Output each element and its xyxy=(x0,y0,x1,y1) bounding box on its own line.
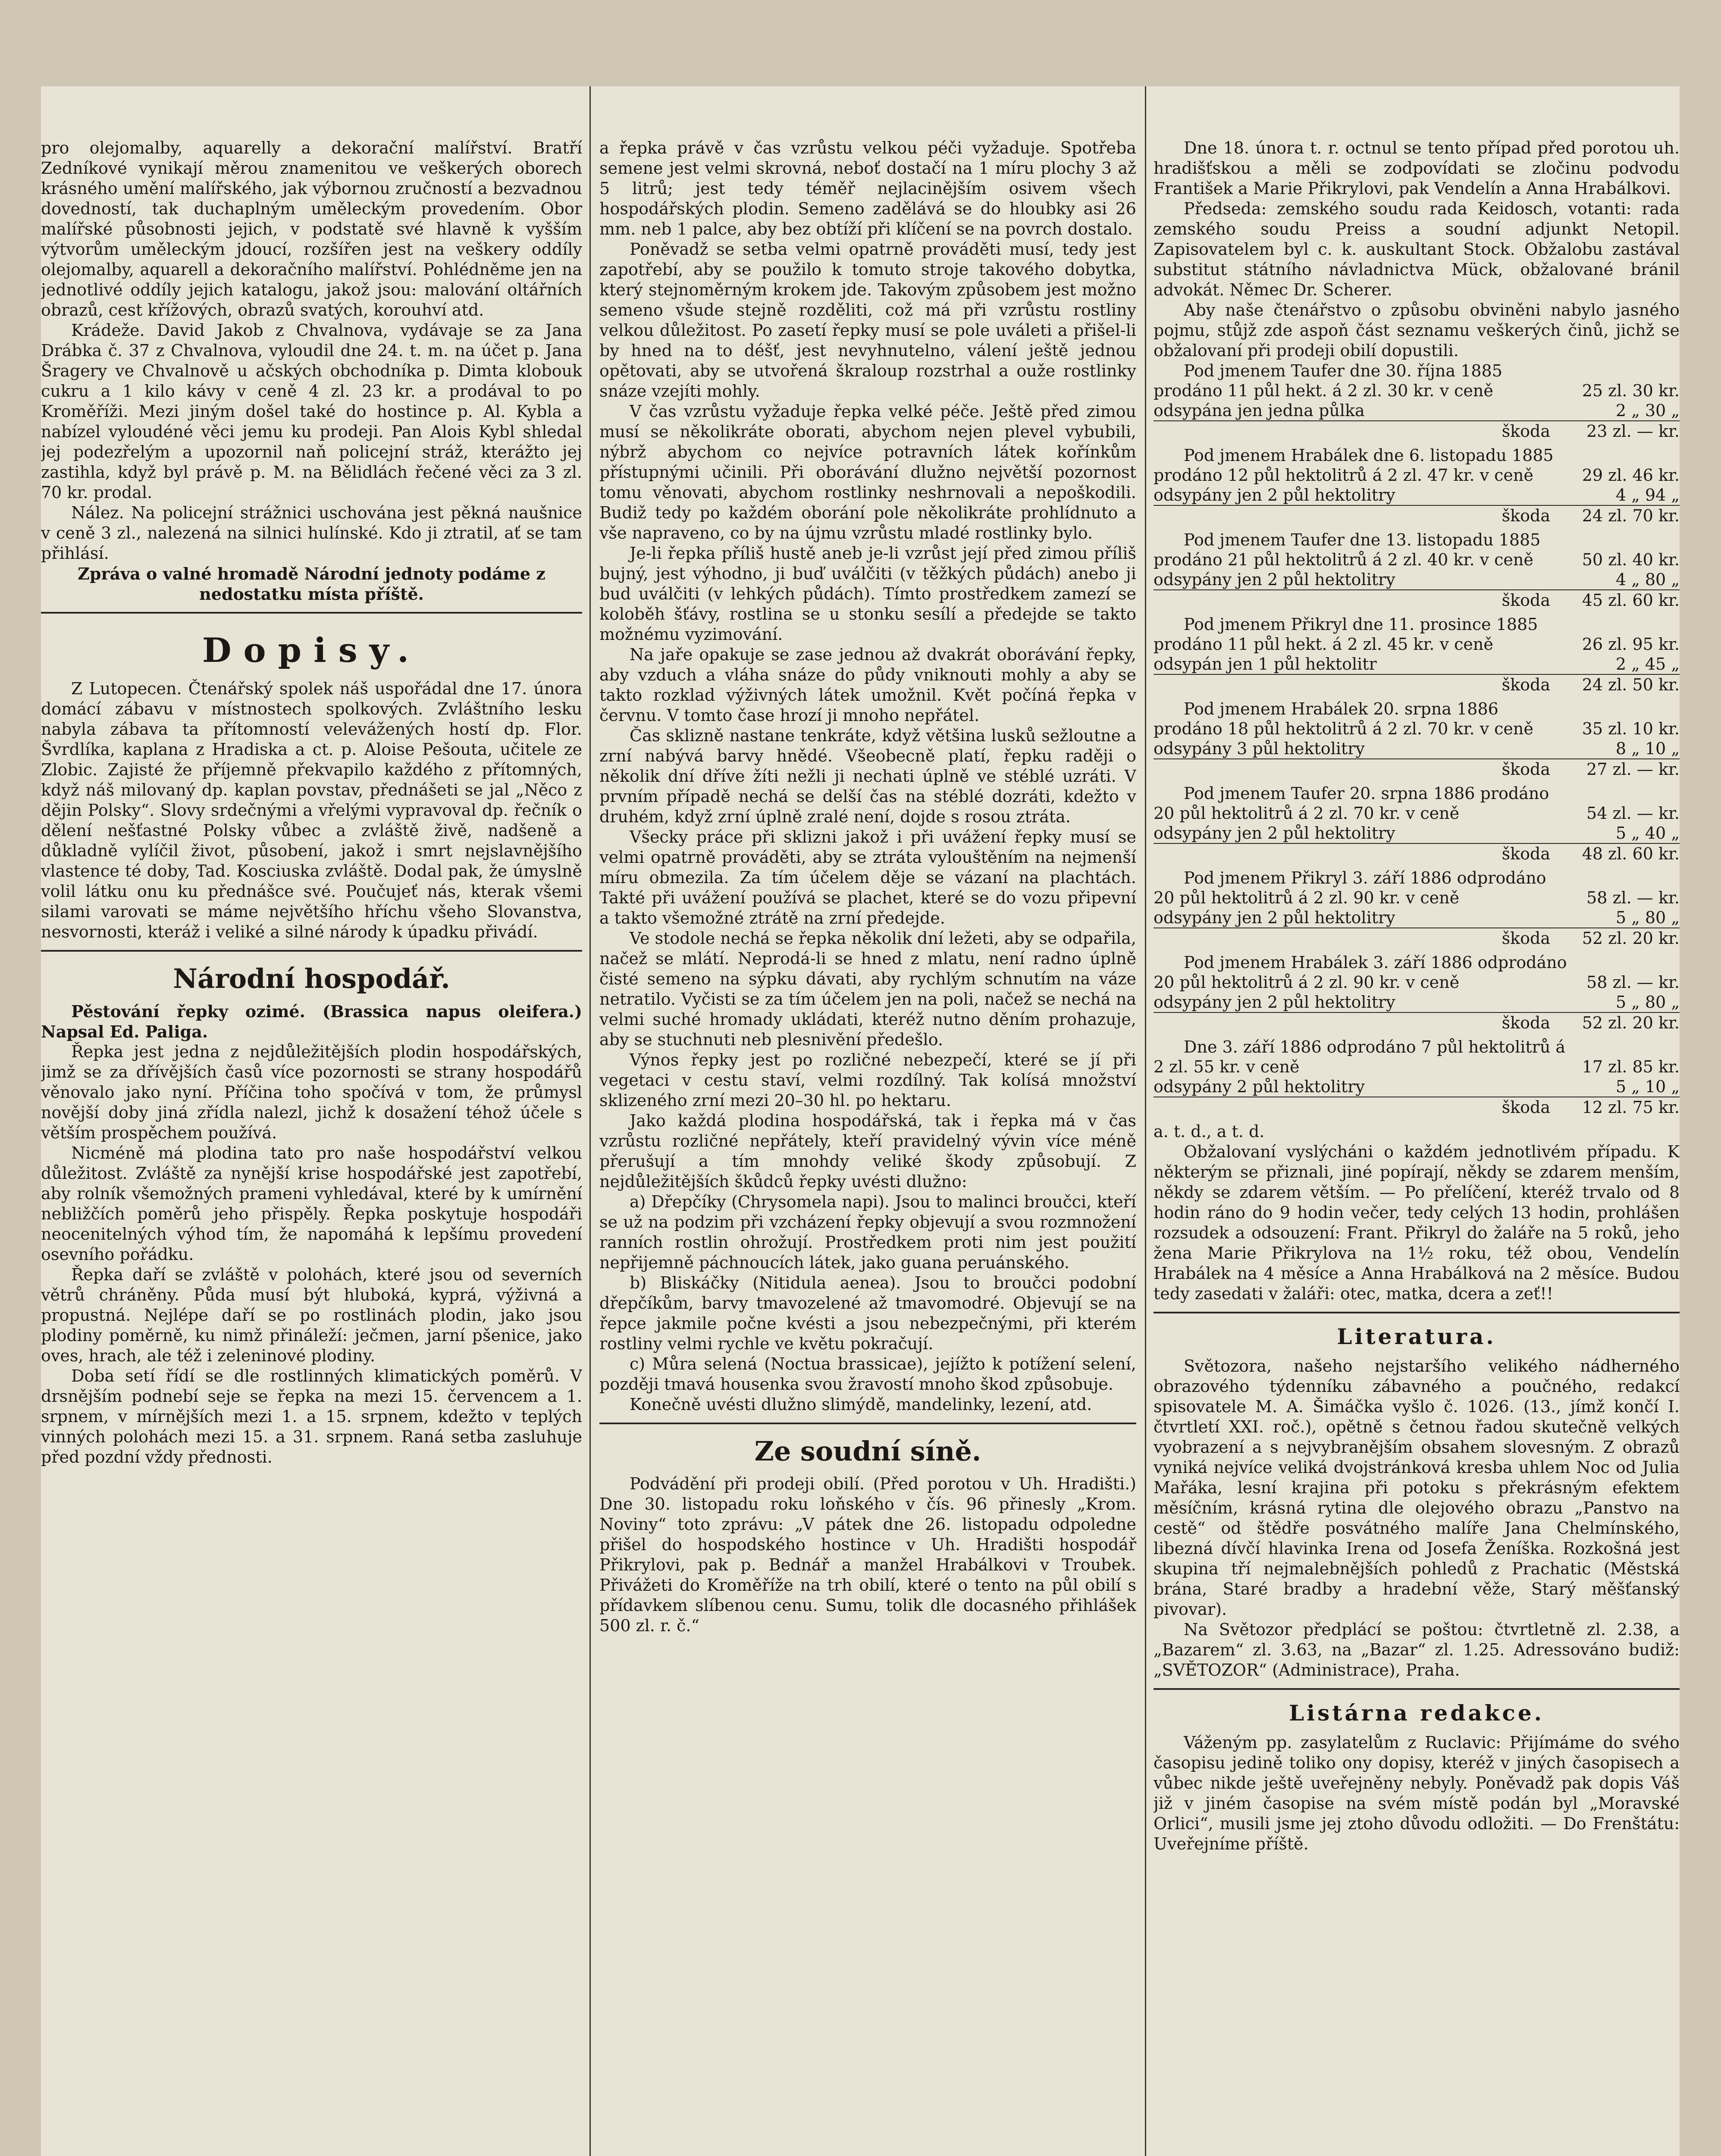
article-repka-cont-12: b) Bliskáčky (Nitidula aenea). Jsou to broučci podobní dřepčíkům, barvy tmavozelené až tmavomodré. Objevují se na řepce jakmile počne kvésti a jsou nebezpečnými, při kterém rostliny velmi rychle ve květu pokračují. xyxy=(599,1273,1136,1353)
account-amount: 58 zl. — kr. xyxy=(1586,973,1680,992)
account-line-amount: 5 „ 40 „ xyxy=(1567,823,1680,843)
account-line-label: odsypány jen 2 půl hektolitry xyxy=(1154,823,1567,843)
account-line-amount: 45 zl. 60 kr. xyxy=(1582,591,1680,610)
article-literatura-1: Světozora, našeho nejstaršího velikého nádherného obrazového týdenníku zábavného a poučného, redakcí spisovatele M. A. Šimáčka vyšlo č. 1026. (13., jímž končí I. čtvrtletí XXI. roč.), opětně s četnou řadou skutečně velkých vyobrazení a s nejvybranějším obsahem slovesným. Z obrazů vyniká nejvíce veliká dvojstránková kresba uhlem Noc od Julia Mařáka, lesní krajina při potoku s překrásným efektem měsíčním, krásná rytina dle olejového obrazu „Panstvo na cestě“ od štědře posvátného malíře Jana Chelmínského, libezná dívčí hlavinka Irena od Josefa Ženíška. Rozkošná jest skupina tří nejmalebnějších pohledů z Prachatic (Městská brána, Staré bradby a hradební věže, Starý měšťanský pivovar). xyxy=(1154,1357,1680,1619)
article-repka-cont-5: Na jaře opakuje se zase jednou až dvakrát oborávání řepky, aby vzduch a vláha snáze do půdy vniknouti mohly a aby se takto rozklad výživných látek umožnil. Květ počíná řepka v červnu. V tomto čase hrozí ji mnoho nepřátel. xyxy=(599,645,1136,725)
account-line-label: škoda xyxy=(1502,844,1550,863)
article-repka-cont-3: V čas vzrůstu vyžaduje řepka velké péče. Ještě před zimou musí se několikráte oborati, abychom nejen plevel vybubili, nýbrž abychom co nejvíce potravních látek kořínkům přístupnými učinili. Při oborávání dlužno největší pozornost tomu věnovati, abychom rostlinky neshrnovali a nepoškodili. Budiž tedy po každém oborání pole několikráte prohlídnuto a vše napraveno, co by na újmu vzrůstu mladé rostlinky bylo. xyxy=(599,402,1136,542)
article-repka-cont-13: c) Můra selená (Noctua brassicae), jejížto k potížení selení, později tmavá housenka svou žravostí mnoho škod způsobuje. xyxy=(599,1354,1136,1394)
account-entry xyxy=(1154,530,1680,610)
notice-jednota: Zpráva o valné hromadě Národní jednoty podáme z nedostatku místa příště. xyxy=(78,564,545,604)
fraud-accounts-list xyxy=(1154,361,1680,1117)
section-divider xyxy=(41,612,582,614)
article-repka-cont-7: Všecky práce při sklizni jakož i při uvážení řepky musí se velmi opatrně prováděti, aby se ztráta vylouštěním na nejmenší míru obmezila. Za tím účelem děje se vázaní na plachtách. Takté při uvážení používá se plachet, které se do vozu připevní a takto všemožné ztrátě na zrní předejde. xyxy=(599,827,1136,928)
article-repka-cont-1: a řepka právě v čas vzrůstu velkou péči vyžaduje. Spotřeba semene jest velmi skrovná, neboť dostačí na 1 míru plochy 3 až 5 litrů; jest tedy téměř nejlacinějším osivem všech hospodářských plodin. Semeno zadělává se do hloubky asi 26 mm. neb 1 palce, aby bez obtíží při klíčení se na povrch dostalo. xyxy=(599,138,1136,238)
article-repka-1: Řepka jest jedna z nejdůležitějších plodin hospodářských, jimž se za dřívějších časů více pozornosti se strany hospodářů věnovalo jako nyní. Příčina toho spočívá v tom, že průmysl novější doby jiná zřídla nalezl, jichž k dosažení téhož účele s větším prospěchem používá. xyxy=(41,1042,582,1142)
account-heading: Pod jmenem Hrabálek dne 6. listopadu 1885 prodáno 12 půl hektolitrů á 2 zl. 47 kr. v ceně xyxy=(1154,446,1554,485)
article-soud-list-intro: Aby naše čtenářstvo o způsobu obviněni nabylo jasného pojmu, stůjž zde aspoň část seznamu veškerých činů, jichž se obžalovaní při prodeji obilí dopustili. xyxy=(1154,301,1680,360)
account-line-amount: 48 zl. 60 kr. xyxy=(1582,844,1680,863)
account-amount: 35 zl. 10 kr. xyxy=(1582,719,1680,738)
column-rule xyxy=(589,86,591,2156)
article-repka-2: Nicméně má plodina tato pro naše hospodářství velkou důležitost. Zvláště za nynější krise hospodářské jest zapotřebí, aby rolník všemožných prameni vyhledával, které by k umírnění nebližčích poměrů jeho přispěly. Řepka poskytuje hospodáři neocenitelných výhod tím, že napomáhá k lepšímu provedení osevního pořádku. xyxy=(41,1144,582,1264)
section-title-narodni-hospodar: Národní hospodář. xyxy=(173,963,450,994)
account-line-amount: 5 „ 80 „ xyxy=(1567,992,1680,1012)
account-heading: Pod jmenem Hrabálek 3. září 1886 odprodáno 20 půl hektolitrů á 2 zl. 90 kr. v ceně xyxy=(1154,953,1567,992)
article-repka-4: Doba setí řídí se dle rostlinných klimatických poměrů. V drsnějším podnebí seje se řepka na mezi 15. červencem a 1. srpnem, v mírnějších mezi 1. a 15. srpnem, kdežto v teplých vinných polohách mezi 15. a 31. srpnem. Raná setba zasluhuje před pozdní vždy přednosti. xyxy=(41,1366,582,1467)
account-line-amount: 27 zl. — kr. xyxy=(1586,760,1680,779)
account-heading: Pod jmenem Hrabálek 20. srpna 1886 prodáno 18 půl hektolitrů á 2 zl. 70 kr. v ceně xyxy=(1154,699,1533,738)
account-line-label: odsypány 2 půl hektolitry xyxy=(1154,1077,1567,1097)
section-divider xyxy=(41,950,582,952)
account-amount: 26 zl. 95 kr. xyxy=(1582,635,1680,654)
account-heading: Pod jmenem Přikryl dne 11. prosince 1885 prodáno 11 půl hekt. á 2 zl. 45 kr. v ceně xyxy=(1154,615,1538,654)
account-entry xyxy=(1154,783,1680,864)
account-line-amount: 4 „ 80 „ xyxy=(1567,570,1680,590)
article-soud-verdict: Obžalovaní vyslýcháni o každém jednotlivém případu. K některým se přiznali, jiné popírají, někdy se zdarem menším, někdy se zdarem větším. — Po přelíčení, kteréž trvalo od 8 hodin ráno do 9 hodin večer, tedy celých 13 hodin, prohlášen rozsudek a odsouzení: Frant. Přikryl do žaláře na 5 roků, jeho žena Marie Přikrylova na 1½ roku, též obou, Vendelín Hrabálek na 4 měsíce a Anna Hrabálková na 2 měsíce. Budou tedy zasedati v žaláři: otec, matka, dcera a zeť!! xyxy=(1154,1142,1680,1303)
article-literatura-2: Na Světozor předplácí se poštou: čtvrtletně zl. 2.38, a „Bazarem“ zl. 3.63, na „Bazar“ zl. 1.25. Adressováno budiž: „SVĚTOZOR“ (Administrace), Praha. xyxy=(1154,1620,1680,1680)
account-entry xyxy=(1154,1037,1680,1117)
account-line-label: škoda xyxy=(1502,929,1550,948)
newspaper-page xyxy=(41,86,1680,2156)
account-line-label: škoda xyxy=(1502,591,1550,610)
account-line-amount: 2 „ 45 „ xyxy=(1567,654,1680,674)
article-soudni-sin: Podvádění při prodeji obilí. (Před porotou v Uh. Hradišti.) Dne 30. listopadu roku loňského v čís. 96 přinesly „Krom. Noviny“ toto zprávu: „V pátek dne 26. listopadu odpoledne přišel do hospodského hostince v Uh. Hradišti hospodář Přikrylovi, pak p. Bednář a manžel Hrabálkovi v Troubek. Přivážeti do Kroměříže na trh obilí, které o tento na půl obilí s přídavkem slíbenou cenu. Sumu, tolik dle docasného přihlášek 500 zl. r. č.“ xyxy=(599,1474,1136,1635)
section-title-dopisy: Dopisy. xyxy=(202,631,421,670)
account-entry xyxy=(1154,953,1680,1033)
account-line-label: škoda xyxy=(1502,1098,1550,1117)
article-soud-court: Předseda: zemského soudu rada Keidosch, votanti: rada zemského soudu Preiss a soudní adjunkt Netopil. Zapisovatelem byl c. k. auskultant Stock. Obžalobu zastával substitut státního návladnictva Mück, obžalované bránil advokát. Němec Dr. Scherer. xyxy=(1154,199,1680,299)
account-entry xyxy=(1154,868,1680,948)
account-line-amount: 52 zl. 20 kr. xyxy=(1582,1013,1680,1032)
column-right xyxy=(1154,138,1680,1854)
account-line-amount: 24 zl. 50 kr. xyxy=(1582,675,1680,694)
article-repka-cont-6: Čas sklizně nastane tenkráte, když většina lusků sežloutne a zrní nabývá barvy hnědé. Všeobecně platí, řepku raději o několik dní dříve žíti nežli ji nechati úplně ve stéblé uzráti. V prvním případě nechá se delší čas na stéblé dozráti, kdežto v druhém, když zrní úplně zralé není, dojde s rosou ztráta. xyxy=(599,726,1136,826)
account-line-amount: 4 „ 94 „ xyxy=(1567,485,1680,505)
account-line-label: odsypána jen jedna půlka xyxy=(1154,401,1567,421)
account-line-label: odsypány jen 2 půl hektolitry xyxy=(1154,485,1567,505)
accounts-etc: a. t. d., a t. d. xyxy=(1154,1122,1265,1141)
account-line-amount: 5 „ 80 „ xyxy=(1567,908,1680,928)
account-line-amount: 2 „ 30 „ xyxy=(1567,401,1680,421)
account-line-amount: 23 zl. — kr. xyxy=(1586,422,1680,441)
section-divider xyxy=(599,1423,1136,1424)
article-dopisy: Z Lutopecen. Čtenářský spolek náš uspořádal dne 17. února domácí zábavu v místnostech spolkových. Zvláštního lesku nabyla zábava ta přítomností velevážených hostí dp. Flor. Švrdlíka, kaplana z Hradiska a ct. p. Aloise Pešouta, učitele ze Zlobic. Zajisté že příjemně překvapilo každého z přítomných, když náš milovaný dp. kaplan povstav, přednášeti se jal „Něco z dějin Polsky“. Slovy srdečnými a vřelými vypravoval dp. řečník o dělení nešťastné Polsky vůbec a zvláště živě, nadšeně a důkladně vylíčil život, působení, jakož i smrt nejslavnějšího vlastence té doby, Tad. Kosciuska zvláště. Dodal pak, že úmyslně volil látku onu ku přednášce své. Poučujeť nás, kterak všemi silami varovati se máme největšího hříchu všeho Slovanstva, nesvornosti, kteráž i veliké a silné národy k úpadku přivádí. xyxy=(41,679,582,941)
account-line-label: odsypán jen 1 půl hektolitr xyxy=(1154,654,1567,674)
account-amount: 58 zl. — kr. xyxy=(1586,888,1680,907)
account-amount: 29 zl. 46 kr. xyxy=(1582,466,1680,485)
section-title-soudni-sin: Ze soudní síně. xyxy=(754,1435,981,1467)
account-line-label: odsypány 3 půl hektolitry xyxy=(1154,739,1567,759)
account-line-label: škoda xyxy=(1502,675,1550,694)
account-amount: 25 zl. 30 kr. xyxy=(1582,381,1680,400)
account-line-label: škoda xyxy=(1502,760,1550,779)
article-art-intro: pro olejomalby, aquarelly a dekorační malířství. Bratří Zedníkové vynikají měrou znamenitou ve veškerých oborech krásného umění malířského, jak výbornou zručností a bezvadnou dovedností, tak duchaplným uměleckým provedením. Obor malířské působnosti jejich, v podstatě své hlavně k vyšším výtvorům uměleckým jdoucí, rozšířen jest na veškery oddíly olejomalby, aquarell a dekoračního malířství. Pohlédněme jen na jednotlivé oddíly jejich katalogu, jakož jsou: malování oltářních obrazů, cest křížových, obrazů svatých, korouhví atd. xyxy=(41,138,582,320)
column-rule xyxy=(1145,86,1146,2156)
article-repka-cont-11: a) Dřepčíky (Chrysomela napi). Jsou to malinci broučci, kteří se už na podzim při vzcházení řepky objevují a svou rozmnožení ranních rostlin ohrožují. Prostředkem proti nim jest použití nepřijemně páchnoucích látek, jako guana peruánského. xyxy=(599,1192,1136,1272)
section-title-literatura: Literatura. xyxy=(1337,1324,1496,1349)
article-repka-3: Řepka daří se zvláště v polohách, které jsou od severních větrů chráněny. Půda musí být hluboká, kyprá, výživná a propustná. Nejlépe daří se po rostlinách plodin, jako jsou plodiny poměrně, ku nimž přináleží: ječmen, jarní pšenice, jako oves, hrach, ale též i zeleninové plodiny. xyxy=(41,1265,582,1365)
account-entry xyxy=(1154,361,1680,441)
article-repka-cont-8: Ve stodole nechá se řepka několik dní ležeti, aby se odpařila, načež se mlátí. Neprodá-li se hned z mlatu, není radno úplně čisté semeno na sýpku dávati, aby rychlým schnutím na váze netratilo. Vyčisti se za tím účelem jen na poli, načež se nechá na velmi suché hromady ukládati, kteréž nutno děním prohazuje, aby se stuchnuti neb plesnivění předešlo. xyxy=(599,929,1136,1049)
article-soud-intro: Dne 18. února t. r. octnul se tento případ před porotou uh. hradišťskou a měli se zodpovídati se zločinu podvodu František a Marie Přikrylovi, pak Vendelín a Anna Hrabálkovi. xyxy=(1154,138,1680,198)
column-middle xyxy=(599,138,1136,1636)
article-repka-cont-9: Výnos řepky jest po rozličné nebezpečí, které se jí při vegetaci v cestu staví, velmi rozdílný. Tak kolísá množství sklizeného zrní mezi 20–30 hl. po hektaru. xyxy=(599,1050,1136,1110)
article-listarna: Váženým pp. zasylatelům z Ruclavic: Přijímáme do svého časopisu jedině toliko ony dopisy, kteréž v jiných časopisech a vůbec nikde ještě uveřejněny nebyly. Poněvadž pak dopis Váš již v jiném časopise na svém místě podán byl „Moravské Orlici“, musili jsme jej ztoho důvodu odložiti. — Do Frenštátu: Uveřejníme příště. xyxy=(1154,1733,1680,1853)
account-line-label: škoda xyxy=(1502,422,1550,441)
account-line-amount: 8 „ 10 „ xyxy=(1567,739,1680,759)
account-amount: 17 zl. 85 kr. xyxy=(1582,1057,1680,1076)
section-title-listarna: Listárna redakce. xyxy=(1288,1700,1545,1726)
article-repka-cont-14: Konečně uvésti dlužno slimýdě, mandelinky, lezení, atd. xyxy=(630,1395,1092,1414)
account-entry xyxy=(1154,614,1680,695)
account-line-label: škoda xyxy=(1502,1013,1550,1032)
account-line-amount: 5 „ 10 „ xyxy=(1567,1077,1680,1097)
section-divider xyxy=(1154,1312,1680,1313)
article-nalez: Nález. Na policejní strážnici uschována jest pěkná naušnice v ceně 3 zl., nalezená na silnici hulínské. Kdo ji ztratil, ať se tam přihlásí. xyxy=(41,503,582,563)
account-heading: Pod jmenem Přikryl 3. září 1886 odprodáno 20 půl hektolitrů á 2 zl. 90 kr. v ceně xyxy=(1154,868,1546,907)
section-divider xyxy=(1154,1688,1680,1690)
account-heading: Pod jmenem Taufer 20. srpna 1886 prodáno 20 půl hektolitrů á 2 zl. 70 kr. v ceně xyxy=(1154,784,1549,823)
account-line-amount: 12 zl. 75 kr. xyxy=(1582,1098,1680,1117)
account-amount: 54 zl. — kr. xyxy=(1586,804,1680,823)
account-line-label: škoda xyxy=(1502,506,1550,525)
account-entry xyxy=(1154,445,1680,526)
account-line-amount: 24 zl. 70 kr. xyxy=(1582,506,1680,525)
account-heading: Dne 3. září 1886 odprodáno 7 půl hektolitrů á 2 zl. 55 kr. v ceně xyxy=(1154,1037,1566,1076)
account-line-label: odsypány jen 2 půl hektolitry xyxy=(1154,908,1567,928)
account-entry xyxy=(1154,699,1680,779)
account-amount: 50 zl. 40 kr. xyxy=(1582,550,1680,569)
article-repka-cont-10: Jako každá plodina hospodářská, tak i řepka má v čas vzrůstu rozličné nepřátely, kteří pravidelný vývin více méně přerušují a tím mnohdy veliké škody způsobují. Z nejdůležitějších škůdců řepky uvésti dlužno: xyxy=(599,1111,1136,1191)
account-heading: Pod jmenem Taufer dne 30. října 1885 prodáno 11 půl hekt. á 2 zl. 30 kr. v ceně xyxy=(1154,361,1502,400)
article-repka-cont-2: Poněvadž se setba velmi opatrně prováděti musí, tedy jest zapotřebí, aby se použilo k tomuto stroje takového dobytka, který stejnoměrným krokem jde. Takovým způsobem jest možno semeno všude stejně rozděliti, což má při vzrůstu rostliny velkou důležitost. Po zasetí řepky musí se pole uváleti a přišel-li by hned na to déšť, jest nevyhnutelno, válení ještě jednou opětovati, aby se utvořená škraloup rozstrhal a ouže rostlinky snáze vzejíti mohly. xyxy=(599,240,1136,401)
account-line-label: odsypány jen 2 půl hektolitry xyxy=(1154,992,1567,1012)
account-line-amount: 52 zl. 20 kr. xyxy=(1582,929,1680,948)
account-line-label: odsypány jen 2 půl hektolitry xyxy=(1154,570,1567,590)
article-subtitle-repka: Pěstování řepky ozimé. (Brassica napus oleifera.) Napsal Ed. Paliga. xyxy=(41,1002,582,1041)
column-left xyxy=(41,138,582,1467)
article-repka-cont-4: Je-li řepka příliš hustě aneb je-li vzrůst její před zimou příliš bujný, jest výhodno, ji buď uválčiti (v těžkých půdách) anebo ji bud uválčiti (v lehkých půdách). Tímto prostředkem zamezí se koloběh šťávy, rostlina se u stonku sesílí a předejde se takto možnému vyzimování. xyxy=(599,544,1136,644)
account-heading: Pod jmenem Taufer dne 13. listopadu 1885 prodáno 21 půl hektolitrů á 2 zl. 40 kr. v ceně xyxy=(1154,530,1541,569)
article-kradeze: Krádeže. David Jakob z Chvalnova, vydávaje se za Jana Drábka č. 37 z Chvalnova, vyloudil dne 24. t. m. na účet p. Jana Šragery ve Chvalnově u ačských obchodníka p. Dimta klobouk cukru a 1 kilo kávy v ceně 4 zl. 23 kr. a prodával to po Kroměříži. Mezi jiným došel také do hostince p. Al. Kybla a nabízel vyloudéné věci jemu ku prodeji. Pan Alois Kybl shledal jej podezřelým a upozornil naň policejní stráž, kterážto jej zastihla, když byl právě p. M. na Bělidlách řečené věci za 3 zl. 70 kr. prodal. xyxy=(41,321,582,502)
